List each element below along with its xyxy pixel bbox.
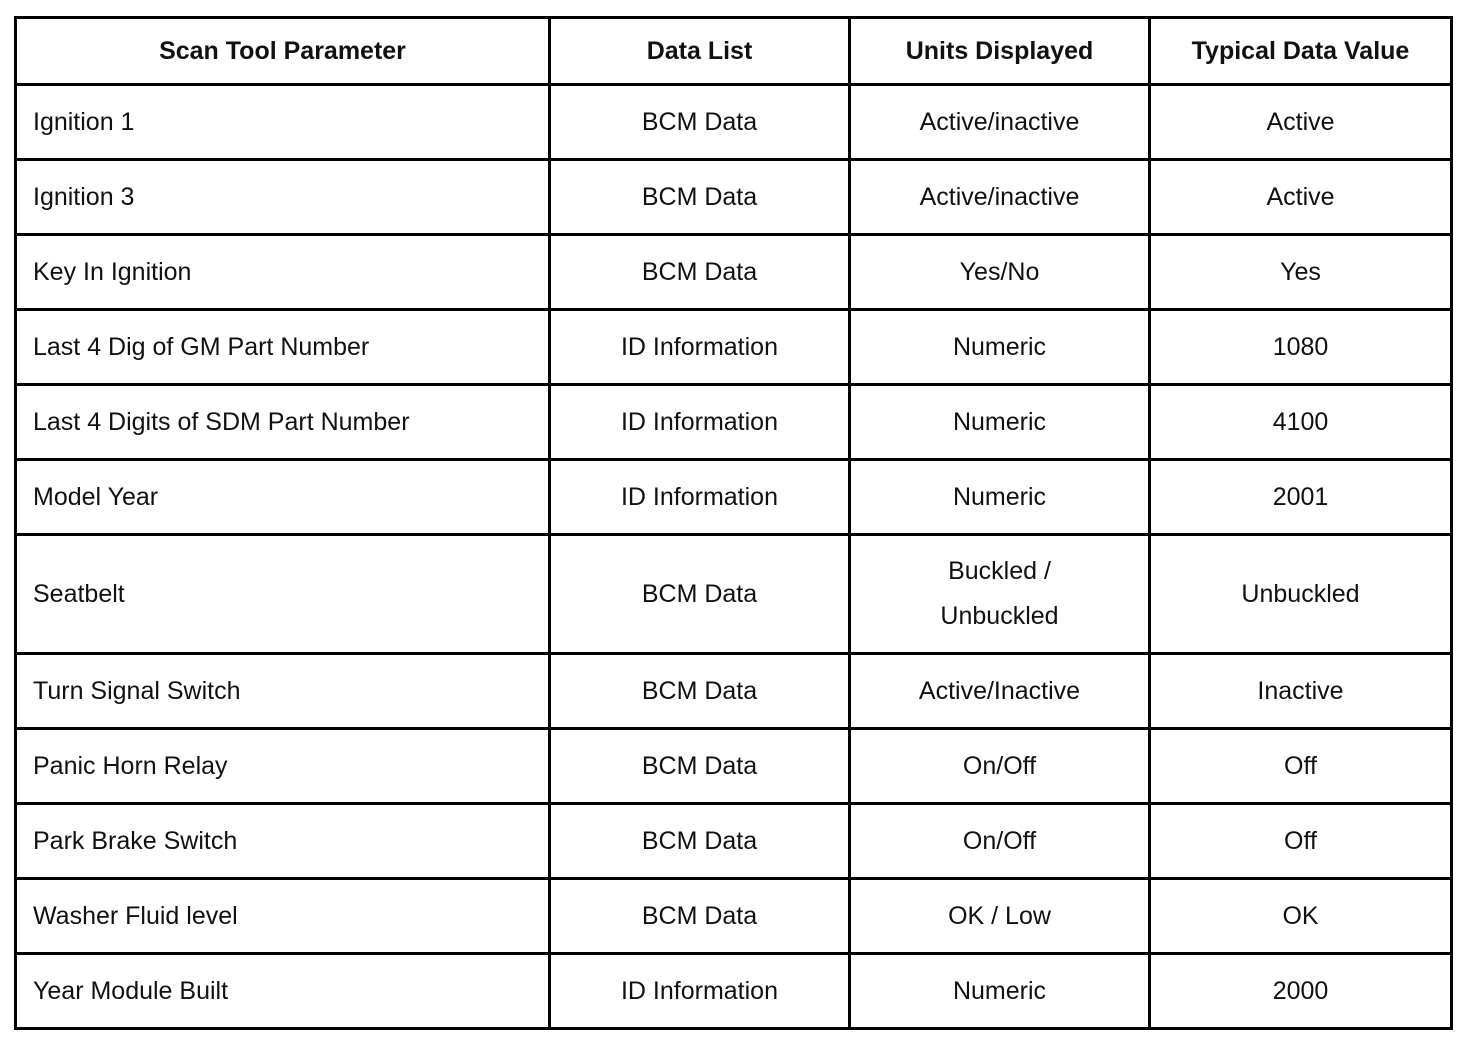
data-list-cell: ID Information (550, 954, 850, 1029)
units-cell: Yes/No (850, 235, 1150, 310)
data-list-cell: BCM Data (550, 535, 850, 654)
header-data-list: Data List (550, 18, 850, 85)
units-cell: Numeric (850, 385, 1150, 460)
data-list-cell: BCM Data (550, 235, 850, 310)
units-cell: Active/inactive (850, 160, 1150, 235)
table-row (16, 804, 1452, 879)
data-list-cell: ID Information (550, 385, 850, 460)
typical-value-cell: Active (1150, 160, 1452, 235)
parameter-cell: Ignition 3 (16, 160, 550, 235)
table-row (16, 654, 1452, 729)
parameter-cell: Model Year (16, 460, 550, 535)
parameter-cell: Key In Ignition (16, 235, 550, 310)
units-cell: Numeric (850, 954, 1150, 1029)
data-list-cell: BCM Data (550, 729, 850, 804)
units-cell: On/Off (850, 804, 1150, 879)
parameter-cell: Last 4 Digits of SDM Part Number (16, 385, 550, 460)
table-row (16, 235, 1452, 310)
parameter-cell: Turn Signal Switch (16, 654, 550, 729)
typical-value-cell: 1080 (1150, 310, 1452, 385)
units-cell: Numeric (850, 460, 1150, 535)
units-cell (850, 535, 1150, 654)
units-cell: Active/Inactive (850, 654, 1150, 729)
data-list-cell: BCM Data (550, 85, 850, 160)
data-list-cell: ID Information (550, 310, 850, 385)
header-units-displayed: Units Displayed (850, 18, 1150, 85)
data-list-cell: ID Information (550, 460, 850, 535)
units-line-2: Unbuckled (940, 602, 1059, 630)
units-cell: Numeric (850, 310, 1150, 385)
units-cell: On/Off (850, 729, 1150, 804)
table-row (16, 310, 1452, 385)
typical-value-cell: Off (1150, 729, 1452, 804)
parameter-cell: Last 4 Dig of GM Part Number (16, 310, 550, 385)
table-header-row (16, 18, 1452, 85)
data-list-cell: BCM Data (550, 160, 850, 235)
typical-value-cell: 4100 (1150, 385, 1452, 460)
typical-value-cell: 2001 (1150, 460, 1452, 535)
typical-value-cell: Active (1150, 85, 1452, 160)
header-scan-tool-parameter: Scan Tool Parameter (16, 18, 550, 85)
typical-value-cell: Unbuckled (1150, 535, 1452, 654)
scan-tool-parameter-table (14, 16, 1453, 1030)
data-list-cell: BCM Data (550, 879, 850, 954)
typical-value-cell: Yes (1150, 235, 1452, 310)
typical-value-cell: OK (1150, 879, 1452, 954)
units-cell: Active/inactive (850, 85, 1150, 160)
table-row (16, 879, 1452, 954)
data-list-cell: BCM Data (550, 804, 850, 879)
parameter-cell: Panic Horn Relay (16, 729, 550, 804)
parameter-cell: Park Brake Switch (16, 804, 550, 879)
parameter-cell: Ignition 1 (16, 85, 550, 160)
typical-value-cell: Inactive (1150, 654, 1452, 729)
typical-value-cell: Off (1150, 804, 1452, 879)
table-row (16, 460, 1452, 535)
table-row (16, 729, 1452, 804)
table-row (16, 160, 1452, 235)
table-row (16, 85, 1452, 160)
table-row (16, 385, 1452, 460)
table-row (16, 535, 1452, 654)
header-typical-data-value: Typical Data Value (1150, 18, 1452, 85)
units-cell: OK / Low (850, 879, 1150, 954)
table-row (16, 954, 1452, 1029)
parameter-cell: Seatbelt (16, 535, 550, 654)
parameter-cell: Year Module Built (16, 954, 550, 1029)
data-list-cell: BCM Data (550, 654, 850, 729)
units-line-1: Buckled / (948, 557, 1051, 585)
typical-value-cell: 2000 (1150, 954, 1452, 1029)
parameter-cell: Washer Fluid level (16, 879, 550, 954)
